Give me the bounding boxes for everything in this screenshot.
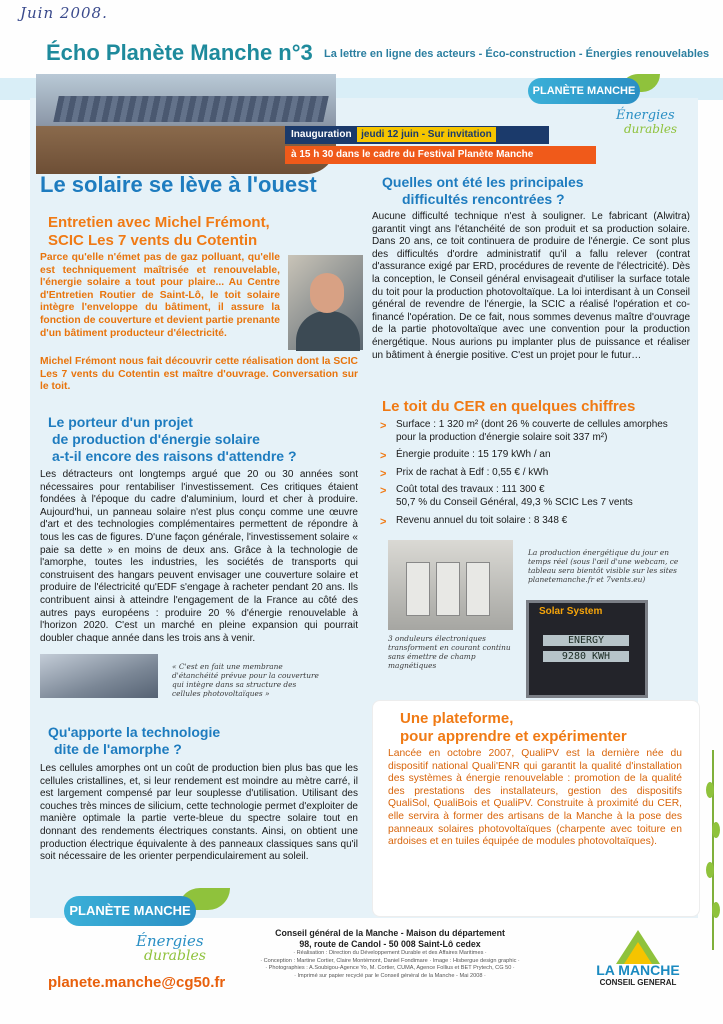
logo-line2: durables xyxy=(624,122,678,136)
fact-line2: pour la production d'énergie solaire soit 337 m²) xyxy=(396,431,608,443)
fact-line1: Énergie produite : 15 179 kWh / an xyxy=(396,449,551,461)
contact-email[interactable]: planete.manche@cg50.fr xyxy=(48,974,226,991)
footer xyxy=(240,928,540,980)
screen-energy-value: 9280 KWH xyxy=(543,651,629,662)
fact-item xyxy=(380,484,680,509)
plateforme-title-line1: Une plateforme, xyxy=(400,710,514,727)
plateforme-heading xyxy=(400,710,690,746)
arrow-icon: > xyxy=(380,485,387,498)
porteur-title-line2: de production d'énergie solaire xyxy=(52,431,260,447)
difficultes-title-line2: difficultés rencontrées ? xyxy=(402,191,565,207)
inauguration-banner xyxy=(285,126,549,144)
amorphe-title-line1: Qu'apporte la technologie xyxy=(48,724,221,740)
amorphe-heading xyxy=(48,724,368,758)
logo-line1: Énergies xyxy=(136,932,204,950)
solar-roof-image xyxy=(53,96,329,122)
handwritten-date: Juin 2008. xyxy=(20,4,108,22)
energy-screen-photo xyxy=(526,600,648,698)
inauguration-date: jeudi 12 juin - Sur invitation xyxy=(357,127,496,142)
fact-item xyxy=(380,467,680,480)
amorphe-body: Les cellules amorphes ont un coût de production bien plus bas que les cellules cristallines, et, si leur rendement est moindre au mètre carré, il est largement compensé par leur souplesse d'utilisation. Utilisant des couches très minces de silicium, cette technologie permet d'exploiter de manière optimale la partie verte-bleue du spectre solaire tout en donnant des rendements électriques constants. Ainsi, on obtient une production électrique équivalente à des panneaux classiques sans qu'il soit nécessaire de les orienter perpendiculairement au soleil. xyxy=(40,763,358,863)
logo-name: PLANÈTE MANCHE xyxy=(64,896,196,926)
fact-line2: 50,7 % du Conseil Général, 49,3 % SCIC Les 7 vents xyxy=(396,496,633,508)
plateforme-title-line2: pour apprendre et expérimenter xyxy=(400,728,627,745)
interview-title-line1: Entretien avec Michel Frémont, xyxy=(48,214,270,231)
inverters-photo xyxy=(388,540,513,630)
difficultes-title-line1: Quelles ont été les principales xyxy=(382,174,584,190)
fact-line1: Surface : 1 320 m² (dont 26 % couverte de cellules amorphes xyxy=(396,419,668,430)
footer-line2: 98, route de Candol - 50 008 Saint-Lô cedex xyxy=(299,939,481,949)
screen-energy-label: ENERGY xyxy=(543,635,629,646)
arrow-icon: > xyxy=(380,450,387,463)
difficultes-heading xyxy=(382,174,682,208)
arrow-icon: > xyxy=(380,467,387,480)
difficultes-body: Aucune difficulté technique n'est à souligner. Le fabricant (Alwitra) garantit vingt ans l'étanchéité de son produit et sa production solaire. Dans 20 ans, ce toit continuera de produire de l'énergie. Ce sont plus des difficultés d'ordre administratif qu'il a fallu relever (contrat d'assurance exigé par ERD, procédures de revente de l'électricité). Dès la conception, le Conseil général envisageait d'utiliser la surface totale du toit pour la production photovoltaïque. La loi interdisant à un Conseil général de revendre de l'énergie, la SCIC a réalisé l'opération et co-financé l'opération. De ce fait, nous sommes devenus maître d'ouvrage de la partie photovoltaïque avec une convention pour la production énergétique. Nous aurions pu implanter plus de puissance et réaliser un bâtiment à énergie positive. C'est un projet pour le futur… xyxy=(372,211,690,361)
onduleurs-caption: 3 onduleurs électroniques transforment en courant continu sans émettre de champ magnétiques xyxy=(388,634,511,670)
membrane-caption: « C'est en fait une membrane d'étanchéité prévue pour la couverture qui intègre dans sa structure des cellules photovoltaïques » xyxy=(172,662,319,698)
fact-item xyxy=(380,515,680,528)
fact-item xyxy=(380,419,680,444)
interview-intro: Parce qu'elle n'émet pas de gaz polluant, qu'elle est techniquement maîtrisée et renouvelable, l'énergie solaire a tout pour plaire... Au Centre d'Entretien Routier de Saint-Lô, le toit solaire intègre l'enveloppe du bâtiment, il assure la fonction de couverture et devient partie prenante d'un bâtiment producteur d'électricité. xyxy=(40,252,280,339)
porteur-title-line3: a-t-il encore des raisons d'attendre ? xyxy=(52,448,297,464)
masthead-tagline: La lettre en ligne des acteurs - Éco-construction - Énergies renouvelables xyxy=(324,48,710,60)
logo-line2: durables xyxy=(144,948,206,964)
amorphe-title-line2: dite de l'amorphe ? xyxy=(54,741,182,757)
fact-line1: Coût total des travaux : 111 300 € xyxy=(396,484,545,496)
interview-intro2: Michel Frémont nous fait découvrir cette réalisation dont la SCIC Les 7 vents du Cotentin est maître d'ouvrage. Conversation sur le toit. xyxy=(40,356,358,393)
plateforme-body: Lancée en octobre 2007, QualiPV est la dernière née du dispositif national Quali'ENR qui garantit la qualité d'installation des systèmes à énergie renouvelable : promotion de la qualité des prestations des installateurs, gestion des dispositifs QualiSol, QualiBois et QualiPV. Construite à proximité du CER, elle servira à former des artisans de la Manche à la pose des panneaux solaires photovoltaïques (charpente avec toiture en ardoises et en tuiles équipée de modules photovoltaïques). xyxy=(388,748,682,848)
interview-heading xyxy=(48,214,338,250)
main-title: Le solaire se lève à l'ouest xyxy=(40,172,317,197)
porteur-heading xyxy=(48,414,368,465)
membrane-photo xyxy=(40,654,158,698)
planete-manche-logo-bottom xyxy=(64,882,254,972)
porteur-body: Les détracteurs ont longtemps argué que 20 ou 30 années sont nécessaires pour rentabiliser l'investissement. Ces critiques étaient fondées à l'époque du cadre d'aluminium, lourd et cher à produire. Aujourd'hui, un panneau solaire n'est plus conçu comme une œuvre d'art et des technologies complémentaires permettent de répondre à tous les cas de figures. D'une façon générale, l'investissement solaire « paie sa dette » en moins de deux ans. Grâce à la technologie de l'amorphe, toutes les industries, les sociétés de transports qui construisent des hangars peuvent envisager une couverture solaire et produire de l'électricité qu'EDF s'engage à racheter pendant 20 ans. Ils contribuent ainsi à atteindre l'engagement de la France au côté des autres pays européens : produire 20 % d'énergie renouvelable à l'horizon 2020. C'est un marché en pleine expansion qui pourrait doubler chaque année dans les trois ans à venir. xyxy=(40,469,358,644)
triangle-inner-icon xyxy=(624,942,652,964)
fact-item xyxy=(380,449,680,462)
logo-line1: Énergies xyxy=(616,108,675,123)
michel-fremont-photo xyxy=(288,255,363,350)
inverter-unit xyxy=(466,562,490,616)
chiffres-list xyxy=(380,419,680,532)
footer-line1: Conseil général de la Manche - Maison du département xyxy=(275,928,505,938)
la-manche-logo xyxy=(586,928,690,992)
la-manche-sub: CONSEIL GENERAL xyxy=(599,978,677,987)
portrait-body xyxy=(296,311,360,351)
la-manche-name: LA MANCHE xyxy=(596,962,680,978)
arrow-icon: > xyxy=(380,515,387,528)
inverter-unit xyxy=(406,562,430,616)
footer-credits1: · Réalisation : Direction du Développement Durable et des Affaires Maritimes · xyxy=(293,950,487,956)
screen-title: Solar System xyxy=(539,606,603,617)
fact-line1: Prix de rachat à Edf : 0,55 € / kWh xyxy=(396,466,549,478)
inauguration-detail: à 15 h 30 dans le cadre du Festival Planète Manche xyxy=(285,146,596,164)
production-caption: La production énergétique du jour en temps réel (sous l'œil d'une webcam, ce tableau sera bientôt visible sur les sites planetemanche.fr et 7vents.eu) xyxy=(528,548,679,584)
porteur-title-line1: Le porteur d'un projet xyxy=(48,414,193,430)
footer-credits3: · Photographies : A.Soubigou-Agence Yo, M. Cortier, CUMA, Agence Follius et BET Prytech, CG 50 · xyxy=(265,965,515,971)
masthead-title: Écho Planète Manche n°3 xyxy=(46,40,313,65)
portrait-face xyxy=(310,273,344,313)
footer-credits4: · Imprimé sur papier recyclé par le Conseil général de la Manche - Mai 2008 · xyxy=(294,972,486,979)
chiffres-title: Le toit du CER en quelques chiffres xyxy=(382,398,636,415)
inauguration-label: Inauguration xyxy=(291,129,352,140)
footer-credits2: · Conception : Martine Cortier, Claire Montémont, Daniel Fondimare · Image : Hisbergue design graphic · xyxy=(260,957,520,964)
inverter-unit xyxy=(436,562,460,616)
logo-name: PLANÈTE MANCHE xyxy=(528,78,640,104)
interview-title-line2: SCIC Les 7 vents du Cotentin xyxy=(48,232,258,249)
fact-line1: Revenu annuel du toit solaire : 8 348 € xyxy=(396,514,568,526)
decorative-leaves xyxy=(706,750,720,950)
arrow-icon: > xyxy=(380,420,387,432)
